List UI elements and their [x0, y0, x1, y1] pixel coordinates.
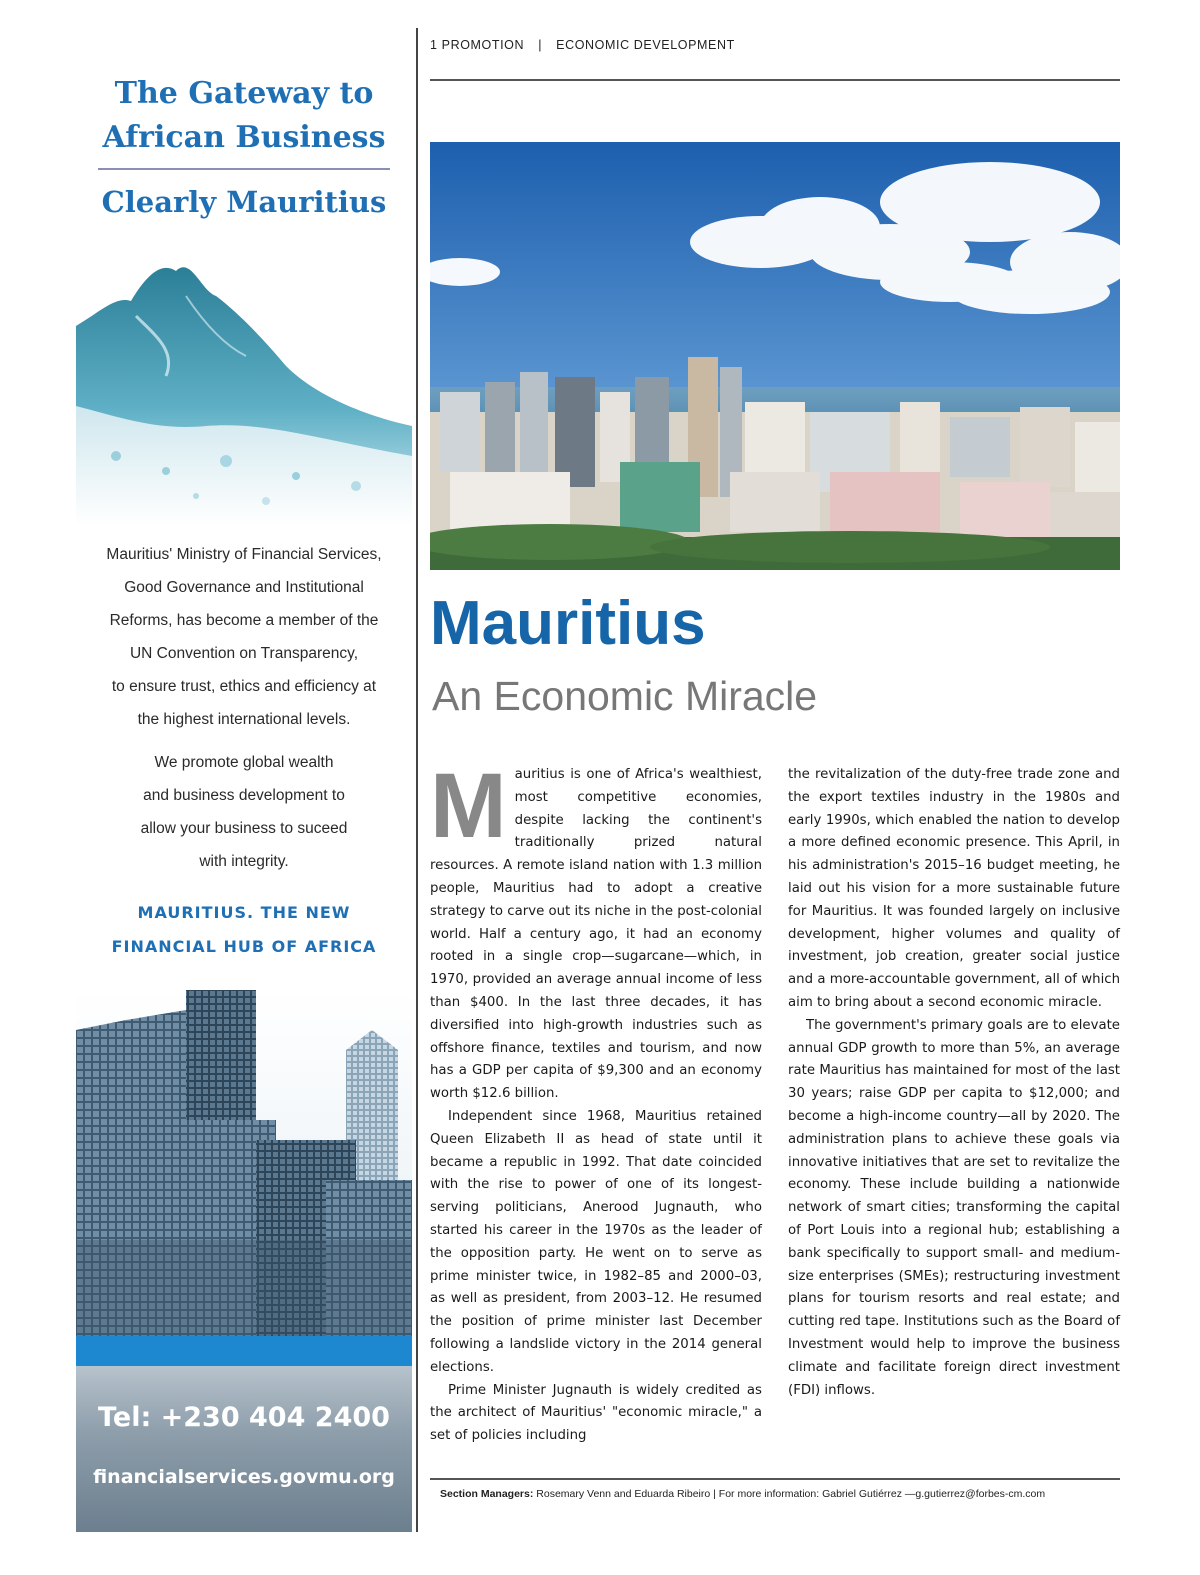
article-paragraph: the revitalization of the duty-free trade zone and the export textiles industry in the 1980s and early 1990s, which enabled the nation to develop a more defined economic presence. This April, in his administration's 2015–16 budget meeting, he laid out his vision for a more sustainable future for Mauritius. It was founded largely on inclusive development, higher volumes and quality of investment, job creation, greater social justice and a more-accountable government, all of which aim to bring about a second economic miracle. [788, 767, 1120, 1010]
ad-paragraph-1 [76, 538, 412, 736]
ad-body-line: with integrity. [199, 853, 289, 870]
ad-body-text [76, 538, 412, 888]
ad-body-line: and business development to [143, 787, 345, 804]
ad-title [76, 72, 412, 160]
ad-tagline-line1: MAURITIUS. THE NEW [137, 903, 351, 922]
ad-tagline-line2: FINANCIAL HUB OF AFRICA [111, 937, 377, 956]
ad-paragraph-2 [76, 746, 412, 878]
paragraph-text: auritius is one of Africa's wealthiest, most competitive economies, despite lacking the continent's traditionally prized natural resources. A remote island nation with 1.3 million people, Mauritius had to adopt a creative strategy to carve out its niche in the post-colonial world. Half a century ago, it had an economy rooted in a single crop—sugarcane—which, in 1970, provided an average annual income of less than $400. In the last three decades, it has diversified into high-growth industries such as offshore finance, textiles and tourism, and now has a GDP per capita of $9,300 and an economy worth $12.6 billion. [430, 767, 762, 1102]
section-label: PROMOTION [441, 38, 525, 52]
article-paragraph [430, 755, 762, 1106]
ad-body-line: allow your business to suceed [140, 820, 348, 837]
column-separator [416, 28, 418, 1532]
ad-title-line2: African Business [102, 120, 386, 155]
footer-credits: Rosemary Venn and Eduarda Ribeiro | For more information: Gabriel Gutiérrez —g.gutierrez@forbes-cm.com [536, 1488, 1046, 1500]
ad-subtitle: Clearly Mauritius [101, 185, 387, 219]
ad-contact-panel [76, 1366, 412, 1532]
topic-label: ECONOMIC DEVELOPMENT [556, 38, 735, 52]
ad-body-line: UN Convention on Transparency, [129, 645, 359, 662]
ad-accent-bar [76, 1336, 412, 1366]
ad-body-line: Good Governance and Institutional [124, 579, 364, 596]
advertisement-panel [76, 28, 412, 1532]
ad-body-line: Reforms, has become a member of the [109, 612, 379, 629]
ad-phone: Tel: +230 404 2400 [98, 1402, 390, 1433]
header-divider: | [538, 38, 543, 52]
article-subtitle: An Economic Miracle [432, 673, 818, 719]
ad-body-line: Mauritius' Ministry of Financial Services, [106, 546, 382, 563]
ad-body-line: to ensure trust, ethics and efficiency at [111, 678, 377, 695]
ad-website-link[interactable]: financialservices.govmu.org [93, 1466, 395, 1488]
article-body [430, 755, 1120, 1464]
page-header [430, 38, 735, 52]
article-title: Mauritius [430, 589, 706, 658]
article-paragraph: Independent since 1968, Mauritius retained Queen Elizabeth II as head of state until it became a republic in 1992. That date coincided with the rise to power of one of its longest-serving politicians, Anerood Jugnauth, who started his career in the 1970s as the leader of the opposition party. He went on to serve as prime minister twice, in 1982–85 and 2000–03, as well as president, from 2003–12. He resumed the position of prime minister last December following a landslide victory in the 2014 general elections. [430, 1108, 762, 1375]
article-paragraph: Prime Minister Jugnauth is widely credited as the architect of Mauritius' "economic miracle," a set of policies including [430, 1382, 762, 1444]
article-column-left [430, 755, 762, 1448]
port-louis-skyline-photo [430, 142, 1120, 570]
ad-body-line: We promote global wealth [154, 754, 334, 771]
footer-label: Section Managers: [440, 1488, 534, 1500]
ad-body-line: the highest international levels. [137, 711, 351, 728]
footer-rule [430, 1478, 1120, 1480]
article-column-right [788, 764, 1120, 1402]
page-footer [440, 1488, 1045, 1500]
page-number: 1 [430, 38, 438, 52]
water-splash-image [76, 256, 412, 526]
drop-cap: M [430, 755, 507, 857]
office-towers-image [76, 990, 412, 1336]
header-rule [430, 79, 1120, 81]
article-paragraph: The government's primary goals are to elevate annual GDP growth to more than 5%, an average rate Mauritius has maintained for most of the last 30 years; raise GDP per capita to $12,000; and become a high-income country—all by 2020. The administration plans to achieve these goals via innovative initiatives that are set to revitalize the economy. These include building a nationwide network of smart cities; transforming the capital of Port Louis into a regional hub; establishing a bank specifically to support small- and medium-size enterprises (SMEs); restructuring investment plans for tourism resorts and real estate; and cutting red tape. Institutions such as the Board of Investment would help to improve the business climate and facilitate foreign direct investment (FDI) inflows. [788, 1017, 1120, 1398]
ad-title-line1: The Gateway to [114, 76, 374, 111]
ad-tagline [76, 896, 412, 964]
ad-divider [98, 168, 390, 170]
